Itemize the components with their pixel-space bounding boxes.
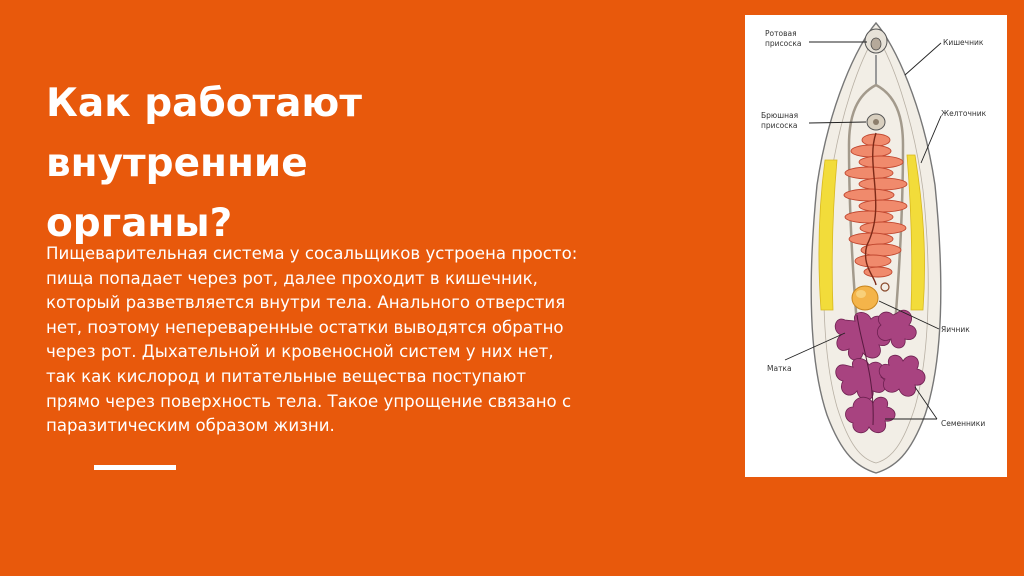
slide-title [46,74,446,254]
body-line: через рот. Дыхательной и кровеносной систем у них нет, [46,342,554,362]
ovary [852,286,878,310]
label-ventral-sucker-1: Брюшная [761,111,799,120]
oral-sucker [865,29,887,53]
title-line: внутренние [46,141,308,186]
label-ovary: Яичник [941,325,970,334]
slide-body-text [46,242,726,439]
label-vitellarium: Желточник [941,109,987,118]
label-oral-sucker-1: Ротовая [765,29,797,38]
accent-bar [94,465,176,470]
fluke-anatomy-diagram [745,15,1007,477]
label-testes: Семенники [941,419,986,428]
body-line: прямо через поверхность тела. Такое упрощение связано с [46,391,572,411]
label-uterus: Матка [767,364,792,373]
title-line: органы? [46,201,233,246]
body-line: который разветвляется внутри тела. Анального отверстия [46,293,566,313]
body-line: пища попадает через рот, далее проходит в кишечник, [46,268,538,288]
body-line: Пищеварительная система у сосальщиков устроена просто: [46,244,578,263]
label-oral-sucker-2: присоска [765,39,802,48]
body-line: нет, поэтому непереваренные остатки выводятся обратно [46,317,564,337]
body-line: паразитическим образом жизни. [46,416,335,436]
body-line: так как кислород и питательные вещества поступают [46,366,527,386]
label-intestine: Кишечник [943,38,984,47]
label-ventral-sucker-2: присоска [761,121,798,130]
ventral-sucker [867,114,885,130]
title-line: Как работают [46,81,362,126]
